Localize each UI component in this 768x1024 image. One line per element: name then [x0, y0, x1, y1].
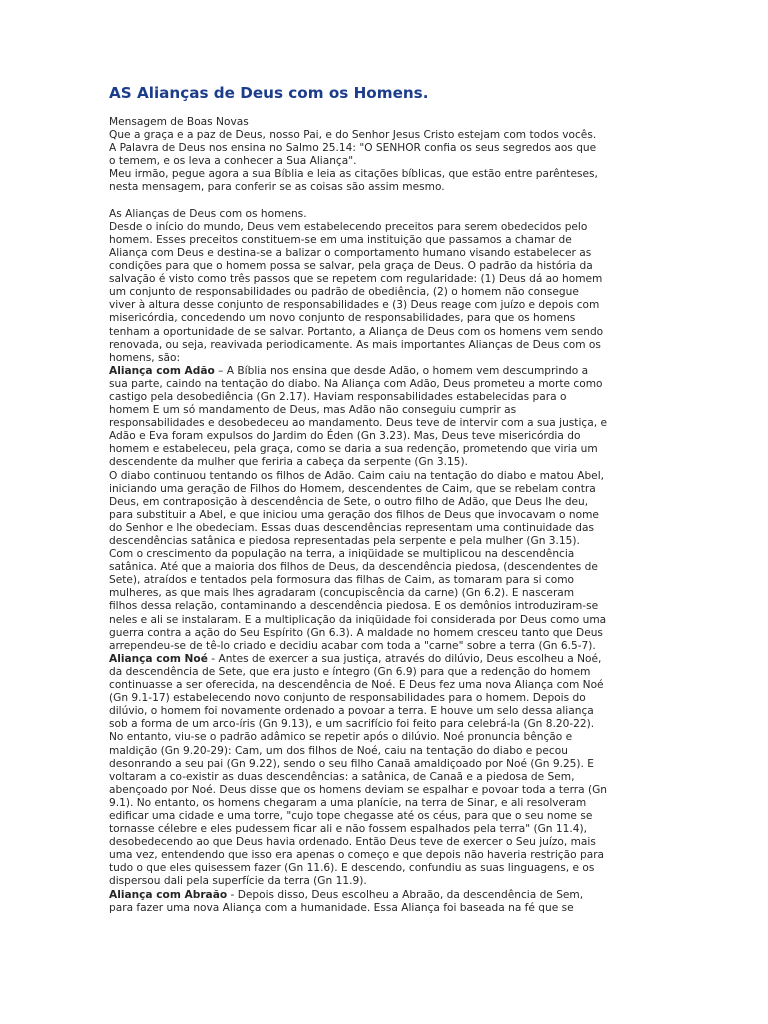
- body-line: descendências satânica e piedosa representadas pela serpente e pela mulher (Gn 3.15).: [109, 535, 580, 547]
- body-line: para substituir a Abel, e que iniciou uma geração dos filhos de Deus que invocavam o nome: [109, 508, 599, 521]
- body-line: O diabo continuou tentando os filhos de Adão. Caim caiu na tentação do diabo e matou Abel,: [109, 469, 604, 482]
- document-page: [109, 82, 659, 915]
- body-line: responsabilidades e desobedeceu ao mandamento. Deus teve de intervir com a sua justiça, e: [109, 417, 607, 430]
- intro-line: Mensagem de Boas Novas: [109, 116, 249, 128]
- body-line: sua parte, caindo na tentação do diabo. Na Aliança com Adão, Deus prometeu a morte como: [109, 377, 603, 390]
- body-line: para fazer uma nova Aliança com a humanidade. Essa Aliança foi baseada na fé que se: [109, 901, 574, 914]
- body-line: uma vez, entendendo que isso era apenas o começo e que depois não haveria restrição para: [109, 849, 605, 862]
- intro-line: o temem, e os leva a conhecer a Sua Aliança".: [109, 155, 357, 168]
- body-line: arrependeu-se de tê-lo criado e decidiu acabar com toda a "carne" sobre a terra (Gn 6.5-7).: [109, 639, 596, 652]
- body-line: renovada, ou seja, reavivada periodicamente. As mais importantes Alianças de Deus com os: [109, 338, 601, 351]
- section-text: – A Bíblia nos ensina que desde Adão, o homem vem descumprindo a: [214, 364, 589, 377]
- body-line: tenham a oportunidade de se salvar. Portanto, a Aliança de Deus com os homens vem sendo: [109, 325, 604, 338]
- body-line: sob a forma de um arco-íris (Gn 9.13), e um sacrifício foi feito para celebrá-la (Gn 8.20-22).: [109, 718, 595, 731]
- body-line: neles e ali se instalaram. E a multiplicação da iniqüidade foi considerada por Deus como uma: [109, 613, 607, 626]
- body-line: As Alianças de Deus com os homens.: [109, 207, 307, 220]
- body-line: Com o crescimento da população na terra, a iniqüidade se multiplicou na descendência: [109, 548, 575, 561]
- body-line: misericórdia, concedendo um novo conjunto de responsabilidades, para que os homens: [109, 312, 576, 325]
- body-line: abençoado por Noé. Deus disse que os homens deviam se espalhar e povoar toda a terra (Gn: [109, 783, 608, 796]
- body-line: homem e estabeleceu, pela graça, como se daria a sua redenção, prometendo que viria um: [109, 443, 598, 456]
- body-line: iniciando uma geração de Filhos do Homem, descendentes de Caim, que se rebelam contra: [109, 482, 596, 495]
- title-spacer: [109, 104, 659, 116]
- body-line: Aliança com Deus e destina-se a balizar o comportamento humano visando estabelecer as: [109, 246, 592, 259]
- body-line: descendente da mulher que feriria a cabeça da serpente (Gn 3.15).: [109, 456, 468, 469]
- body-line: Desde o início do mundo, Deus vem estabelecendo preceitos para serem obedecidos pelo: [109, 220, 588, 233]
- body-line: voltaram a co-existir as duas descendências: a satânica, de Canaã e a piedosa de Sem,: [109, 770, 575, 783]
- body-line: um conjunto de responsabilidades ou padrão de obediência, (2) o homem não consegue: [109, 286, 579, 299]
- intro-line: A Palavra de Deus nos ensina no Salmo 25.14: "O SENHOR confia os seus segredos aos que: [109, 142, 597, 155]
- paragraph-spacer: [109, 195, 659, 208]
- section-heading: Aliança com Adão: [109, 364, 215, 377]
- body-line: homem. Esses preceitos constituem-se em uma instituição que passamos a chamar de: [109, 233, 572, 246]
- body-line: dilúvio, o homem foi novamente ordenado a povoar a terra. E houve um selo dessa aliança: [109, 705, 594, 718]
- body-line: [109, 889, 659, 902]
- intro-line: Meu irmão, pegue agora a sua Bíblia e leia as citações bíblicas, que estão entre parênteses,: [109, 168, 598, 181]
- body-line: continuasse a ser oferecida, na descendência de Noé. E Deus fez uma nova Aliança com Noé: [109, 679, 604, 692]
- body-line: castigo pela desobediência (Gn 2.17). Haviam responsabilidades estabelecidas para o: [109, 390, 567, 403]
- body-line: [109, 653, 659, 666]
- body-line: Adão e Eva foram expulsos do Jardim do Éden (Gn 3.23). Mas, Deus teve misericórdia do: [109, 430, 581, 443]
- intro-section: [109, 116, 659, 195]
- body-line: edificar uma cidade e uma torre, "cujo tope chegasse até os céus, para que o seu nome se: [109, 809, 593, 822]
- intro-line: nesta mensagem, para conferir se as coisas são assim mesmo.: [109, 181, 445, 194]
- body-line: guerra contra a ação do Seu Espírito (Gn 6.3). A maldade no homem cresceu tanto que Deus: [109, 626, 603, 639]
- section-text: - Antes de exercer a sua justiça, através do dilúvio, Deus escolheu a Noé,: [207, 652, 602, 665]
- body-line: dispersou dali pela superfície da terra (Gn 11.9).: [109, 875, 367, 888]
- body-line: maldição (Gn 9.20-29): Cam, um dos filhos de Noé, caiu na tentação do diabo e pecou: [109, 744, 568, 757]
- body-line: desobedecendo ao que Deus havia ordenado. Então Deus teve de exercer o Seu juízo, mais: [109, 836, 596, 849]
- section-heading: Aliança com Noé: [109, 652, 208, 665]
- section-heading: Aliança com Abraão: [109, 888, 228, 901]
- body-line: 9.1). No entanto, os homens chegaram a uma planície, na terra de Sinar, e ali resolveram: [109, 796, 587, 809]
- body-line: [109, 365, 659, 378]
- body-line: No entanto, viu-se o padrão adâmico se repetir após o dilúvio. Noé pronuncia bênção e: [109, 731, 573, 744]
- body-line: (Gn 9.1-17) estabelecendo novo conjunto de responsabilidades para o homem. Depois do: [109, 692, 586, 705]
- body-line: tornasse célebre e eles pudessem ficar ali e não fossem espalhados pela terra" (Gn 11.4),: [109, 823, 587, 836]
- body-line: viver à altura desse conjunto de responsabilidades e (3) Deus reage com juízo e depois com: [109, 299, 600, 312]
- body-line: desonrando a seu pai (Gn 9.22), sendo o seu filho Canaã amaldiçoado por Noé (Gn 9.25). E: [109, 757, 594, 770]
- body-line: mulheres, as que mais lhes agradaram (concupiscência da carne) (Gn 6.2). E nasceram: [109, 587, 575, 600]
- body-line: da descendência de Sete, que era justo e íntegro (Gn 6.9) para que a redenção do homem: [109, 665, 591, 678]
- body-section: [109, 208, 659, 915]
- body-line: homens, são:: [109, 351, 181, 364]
- body-line: salvação é visto como três passos que se repetem com regularidade: (1) Deus dá ao homem: [109, 273, 603, 286]
- body-line: Deus, em contraposição à descendência de Sete, o outro filho de Adão, que Deus lhe deu,: [109, 495, 589, 508]
- body-line: filhos dessa relação, contaminando a descendência piedosa. E os demônios introduziram-se: [109, 600, 599, 613]
- body-line: homem E um só mandamento de Deus, mas Adão não conseguiu cumprir as: [109, 404, 517, 417]
- document-title: AS Alianças de Deus com os Homens.: [109, 84, 429, 102]
- body-line: tudo o que eles quisessem fazer (Gn 11.6). E descendo, confundiu as suas linguagens, e os: [109, 862, 595, 875]
- intro-line: Que a graça e a paz de Deus, nosso Pai, e do Senhor Jesus Cristo estejam com todos vocês.: [109, 129, 597, 142]
- body-line: Sete), atraídos e tentados pela formosura das filhas de Caim, as tomaram para si como: [109, 574, 575, 587]
- body-line: condições para que o homem possa se salvar, pela graça de Deus. O padrão da história da: [109, 260, 593, 273]
- section-text: - Depois disso, Deus escolheu a Abraão, da descendência de Sem,: [227, 888, 584, 901]
- body-line: do Senhor e lhe obedeciam. Essas duas descendências representam uma continuidade das: [109, 521, 595, 534]
- body-line: satânica. Até que a maioria dos filhos de Deus, da descendência piedosa, (descendentes de: [109, 561, 598, 574]
